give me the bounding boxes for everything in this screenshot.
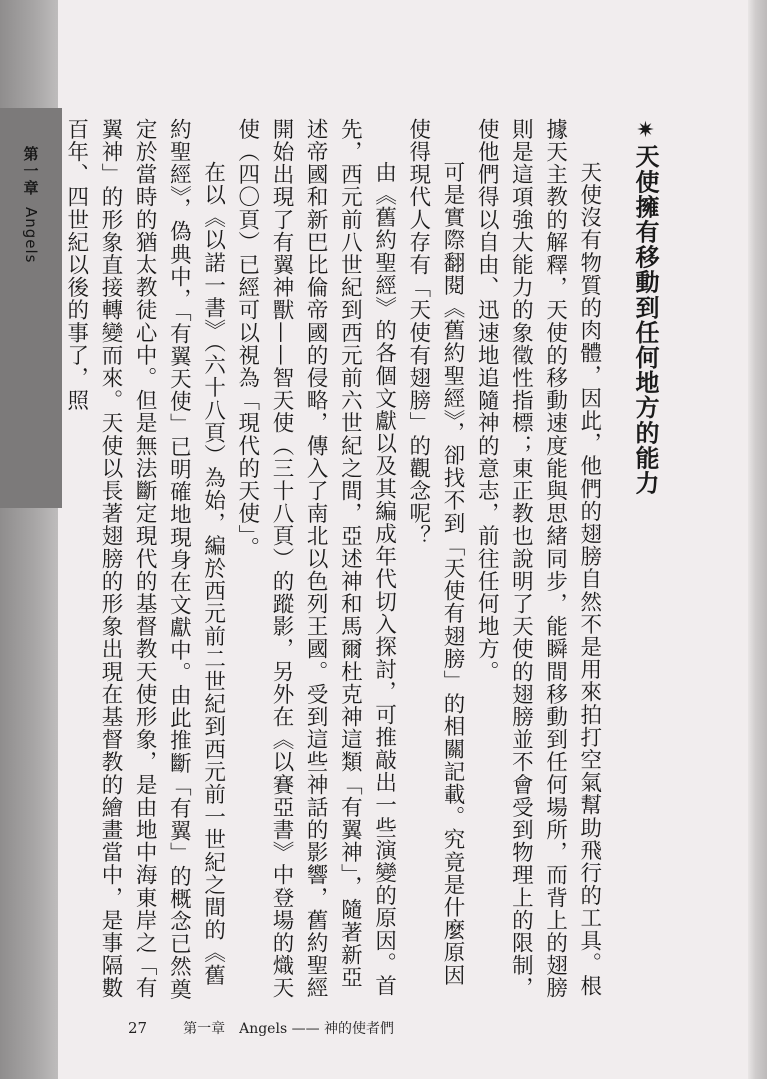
- vertical-body-text: [63, 118, 662, 1001]
- page-edge: [748, 0, 767, 1079]
- page-number: 27: [128, 1019, 148, 1037]
- paragraph-4: 在以《以諾一書》（六十八頁）為始，編於西元前二世紀到西元前一世紀之間的《舊約聖經》，偽典中，「有翼天使」已明確地現身在文獻中。由此推斷「有翼」的概念已然奠定於當時的猶太教徒心中。但是無法斷定現代的基督教天使形象，是由地中海東岸之「有翼神」的形象直接轉變而來。天使以長著翅膀的形象出現在基督教的繪畫當中，是事隔數百年、四世紀以後的事了，照: [63, 118, 226, 1001]
- chapter-side-tab: [0, 108, 62, 508]
- paragraph-2: 可是實際翻閱《舊約聖經》，卻找不到「天使有翅膀」的相關記載。究竟是什麼原因使得現代人存有「天使有翅膀」的觀念呢？: [405, 118, 465, 987]
- paragraph-1: 天使沒有物質的肉體，因此，他們的翅膀自然不是用來拍打空氣幫助飛行的工具。根據天主教的解釋，天使的移動速度能與思緒同步，能瞬間移動到任何場所，而背上的翅膀則是這項強大能力的象徵性指標；東正教也說明了天使的翅膀並不會受到物理上的限制，使他們得以自由、迅速地追隨神的意志，前往任何地方。: [474, 118, 602, 1000]
- section-heading: [628, 118, 662, 1001]
- section-heading-text: 天使擁有移動到任何地方的能力: [631, 144, 659, 496]
- chapter-side-tab-label: 第一章: [21, 146, 40, 197]
- star-bullet-icon: ✷: [633, 118, 658, 145]
- page-footer: [128, 1018, 394, 1038]
- paragraph-3: 由《舊約聖經》的各個文獻以及其編成年代切入探討，可推敲出一些演變的原因。首先，西元前八世紀到西元前六世紀之間，亞述神和馬爾杜克神這類「有翼神」，隨著新亞述帝國和新巴比倫帝國的侵略，傳入了南北以色列王國。受到這些神話的影響，舊約聖經開始出現了有翼神獸——智天使（三十八頁）的蹤影，另外在《以賽亞書》中登場的熾天使（四〇頁）已經可以視為「現代的天使」。: [234, 118, 397, 1000]
- chapter-side-tab-english: Angels: [22, 207, 40, 264]
- running-title: 第一章 Angels —— 神的使者們: [183, 1021, 395, 1037]
